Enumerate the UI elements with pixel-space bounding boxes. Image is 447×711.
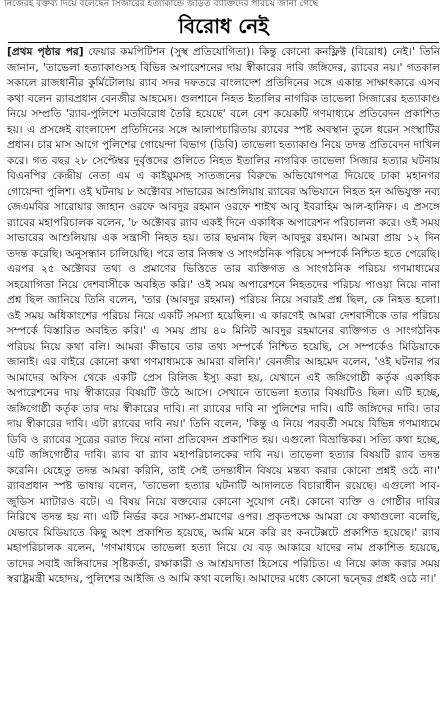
headline-divider <box>8 42 439 43</box>
article-headline: বিরোধ নেই <box>178 14 269 38</box>
article-body-text: ফেয়ার কমপিটিশন (সুস্থ প্রতিযোগিতা)। কিন্তু কোনো কনফ্লিক্ট (বিরোধ) নেই।' তিনি জানান, 'তাভেলা হত্যাকাণ্ডসহ বিভিন্ন অপারেশনের দায় স্বীকারের দাবি জঙ্গিদের, র‌্যাবের নয়।' গতকাল সকালে রাজধানীর কুর্মিটোলায় র‌্যাব সদর দফতরে বাংলাদেশ প্রতিদিনের সঙ্গে একান্ত সাক্ষাৎকারে এসব কথা বলেন র‌্যাবপ্রধান বেনজীর আহমেদ। গুলশানে নিহত ইতালির নাগরিক তাভেলা সিজারের হত্যাকাণ্ড নিয়ে সম্প্রতি 'র‌্যাব-পুলিশে মতবিরোধ তৈরি হয়েছে' বলে বেশ কয়েকটি গণমাধ্যমে প্রতিবেদন প্রকাশিত হয়। এ প্রসঙ্গেই বাংলাদেশ প্রতিদিনের সঙ্গে আলাপচারিতায় র‌্যাবের স্পষ্ট অবস্থান তুলে ধরেন সংস্থাটির প্রধান। চার মাস আগে পুলিশের গোয়েন্দা বিভাগ (ডিবি) তাভেলা হত্যাকাণ্ড নিয়ে তদন্ত প্রতিবেদন দাখিল করে। গত বছর ২৮ সেপ্টেম্বর দুর্বৃত্তদের গুলিতে নিহত ইতালির নাগরিক তাভেলা সিজার হত্যার ঘটনায় বিএনপির কেন্দ্রীয় নেতা এম এ কাইয়ুমসহ সাতজনের বিরুদ্ধে অভিযোগপত্র দিয়েছে ঢাকা মহানগর গোয়েন্দা পুলিশ। ওই ঘটনায় ৮ অক্টোবর সাভারের আশুলিয়ায় র‌্যাবের অভিযানে নিহত হন অভিযুক্ত নব্য জেএমবির সারোয়ার জাহান ওরফে আবদুর রহমান ওরফে শাইখ আবু ইবরাহিম আল-হানিফ। এ প্রসঙ্গে র‌্যাবের মহাপরিচালক বলেন, '৮ অক্টোবর র‌্যাব একই দিনে একাধিক অপারেশন পরিচালনা করে। ওই সময় সাভারের আশুলিয়ায় এক সন্ত্রাসী নিহত হয়। তার ছদ্মনাম ছিল আবদুর রহমান। আমরা প্রায় ১২ দিন তদন্ত করেছি। অনুসন্ধান চালিয়েছি। পরে তার নিজস্ব ও সাংগঠনিক পরিচয় সম্পর্কে নিশ্চিত হতে পেরেছি। এরপর ২৫ অক্টোবর তথ্য ও প্রমাণের ভিত্তিতে তার ব্যক্তিগত ও সাংগঠনিক পরিচয় গণমাধ্যমের সহযোগিতা নিয়ে দেশবাসীকে অবহিত করি।' ওই সময় অপারেশনে নিহতদের পরিচয় পাওয়া নিয়ে নানা প্রশ্ন ছিল জানিয়ে তিনি বলেন, 'তার (আবদুর রহমান) পরিচয় নিয়ে সবারই প্রশ্ন ছিল, কে নিহত হলো। ওই সময় অধিকাংশের পরিচয় নিয়ে একটি সমস্যা হয়েছিল। এ কারণেই আমরা দেশবাসীকে তার পরিচয় সম্পর্কে বিস্তারিত অবহিত করি।' এ সময় প্রায় ৪০ মিনিট আবদুর রহমানের ব্যক্তিগত ও সাংগঠনিক পরিচয় নিয়ে কথা বলি। আমরা কীভাবে তার তথ্য সম্পর্কে নিশ্চিত হয়েছি, সে সম্পর্কেও মিডিয়াকে জানাই। এর বাইরে কোনো কথা গণমাধ্যমকে আমরা বলিনি।' বেনজীর আহমেদ বলেন, 'ওই ঘটনার পর আমাদের অফিস থেকে একটি প্রেস রিলিজ ইস্যু করা হয়, যেখানে এই জঙ্গিগোষ্ঠী কর্তৃক একাধিক অপারেশনের দায় স্বীকারের বিষয়টি উঠে আসে। সেখানে তাভেলা হত্যার বিষয়টিও ছিল। এটি হচ্ছে, জঙ্গিগোষ্ঠী কর্তৃক তার দায় স্বীকারের দাবি। না র‌্যাবের দাবি না পুলিশের দাবি। এটি জঙ্গিদের দাবি। তার দায় স্বীকারের দাবি। এটা র‌্যাবের দাবি নয়।' তিনি বলেন, 'কিন্তু এ নিয়ে পরবর্তী সময়ে বিভিন্ন গণমাধ্যমে ডিবি ও র‌্যাবের সূত্রের বরাত দিয়ে নানা প্রতিবেদন প্রকাশিত হয়। এগুলো বিভ্রান্তিকর। সত্যি কথা হচ্ছে, এটি জঙ্গিগোষ্ঠীর দাবি। র‌্যাব বা র‌্যাব মহাপরিচালকের দাবি নয়। তাভেলা হত্যার বিষয়টি র‌্যাব তদন্ত করেনি। যেহেতু তদন্ত আমরা করিনি, তাই সেই তদন্তাধীন বিষয়ে মন্তব্য করার কোনো প্রশ্নই ওঠে না।' র‌্যাবপ্রধান স্পষ্ট ভাষায় বলেন, 'তাভেলা হত্যার ঘটনাটি আদালতে বিচারাধীন রয়েছে। এগুলো সাব-জুডিস ম্যাটারও বটে। এ বিষয় নিয়ে বক্তব্যের কোনো সুযোগ নেই। কোনো ব্যক্তি ও গোষ্ঠীর দাবির নিরিখে তদন্ত হয় না। এটি নির্ভর করে সাক্ষ্য-প্রমাণের ওপর। প্রকৃতপক্ষে আমরা যে কথাগুলো বলেছি, যেভাবে মিডিয়াতে কিছু অংশ প্রকাশিত হয়েছে, আমি মনে করি রং কনটেক্সটে প্রকাশিত হয়েছে।' র‌্যাব মহাপরিচালক বলেন, 'গণমাধ্যমে তাভেলা হত্যা নিয়ে যে বড় আকারে যাদের নাম প্রকাশিত হয়েছে, তাদের সবাই জঙ্গিবাদের সৃষ্টিকর্তা, রক্ষাকারী ও আশ্রয়দাতা হিসেবে পরিচিত। এ নিয়ে কাজ করার সময় স্বরাষ্ট্রমন্ত্রী মহোদয়, পুলিশের আইজি ও আমি কথা বলেছি। আমাদের মধ্যে কোনো দ্বন্দ্বের প্রশ্নই ওঠে না।' <box>7 46 440 585</box>
article-body <box>7 45 440 707</box>
previous-article-fragment: নিজেরই বক্তব্য দিয়ে বলেছেন সিজারের হত্যাকান্ডে জড়িত ব্যাক্তিদের পরিচয় জানা গেছে <box>4 0 319 8</box>
article-paragraph <box>7 45 440 588</box>
continued-from-front-page-label: [প্রথম পৃষ্ঠার পর] <box>7 46 84 58</box>
